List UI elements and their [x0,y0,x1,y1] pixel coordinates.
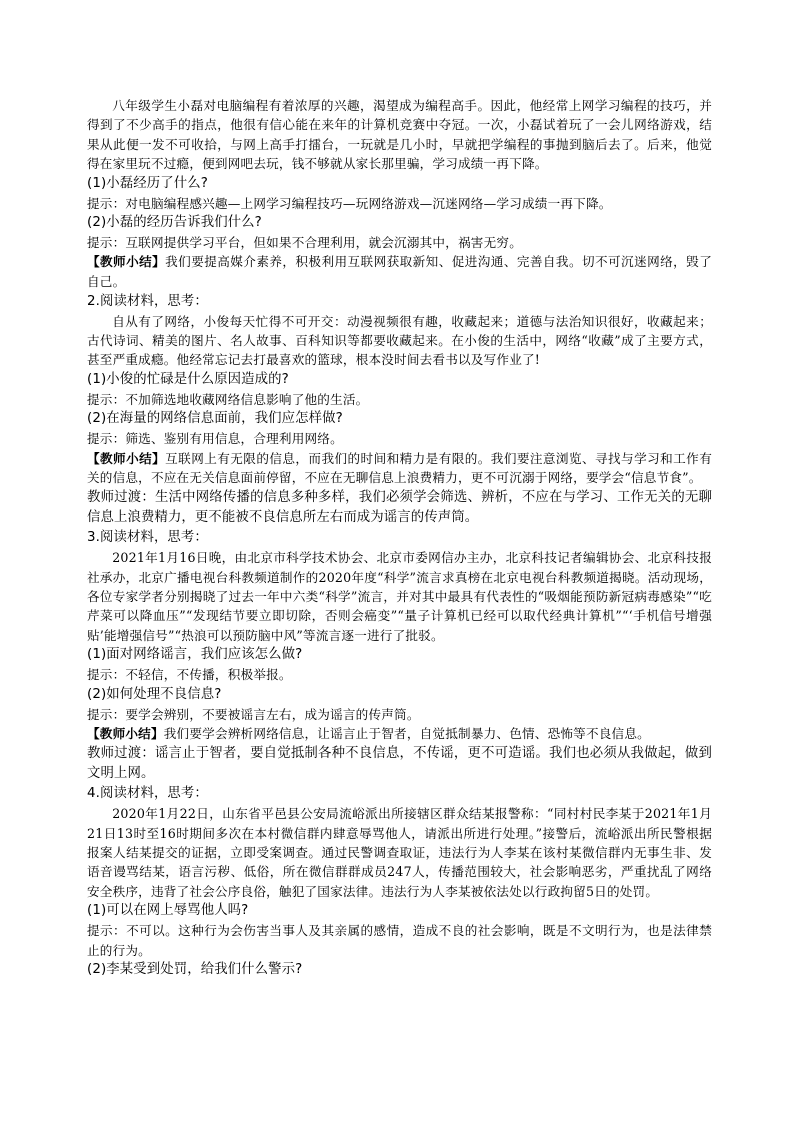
story-wechat-insult: 2020年1月22日，山东省平邑县公安局流峪派出所接辖区群众结某报警称：“同村村民李某于2021年1月21日13时至16时期间多次在本村微信群内肆意辱骂他人，请派出所进行处理。”接警后，流峪派出所民警根据报案人结某提交的证据，立即受案调查。通过民警调查取证，违法行为人李某在该村某微信群内无事生非、发语音谩骂结某，语言污秽、低俗，所在微信群群成员247人，传播范围较大，社会影响恶劣，严重扰乱了网络安全秩序，违背了社会公序良俗，触犯了国家法律。违法行为人李某被依法处以行政拘留5日的处罚。 [87,806,712,899]
teacher-summary-1 [87,252,712,291]
question-2-1: (1)小俊的忙碌是什么原因造成的? [87,371,289,387]
hint-1-1: 提示：对电脑编程感兴趣—上网学习编程技巧—玩网络游戏—沉迷网络—学习成绩一再下降。 [87,195,612,211]
question-3-2: (2)如何处理不良信息? [87,686,222,702]
teacher-transition-3: 教师过渡：谣言止于智者，要自觉抵制各种不良信息，不传谣，更不可造谣。我们也必须从我做起，做到文明上网。 [87,745,712,781]
story-xiaolei: 八年级学生小磊对电脑编程有着浓厚的兴趣，渴望成为编程高手。因此，他经常上网学习编程的技巧，并得到了不少高手的指点，他很有信心能在来年的计算机竞赛中夺冠。一次，小磊试着玩了一会儿网络游戏，结果从此便一发不可收拾，与网上高手打擂台，一玩就是几小时，早就把学编程的事抛到脑后去了。后来，他觉得在家里玩不过瘾，便到网吧去玩，钱不够就从家长那里骗，学习成绩一再下降。 [87,98,712,172]
teacher-summary-text: 我们要提高媒介素养，积极利用互联网获取新知、促进沟通、完善自我。切不可沉迷网络，毁了自己。 [87,254,712,290]
hint-1-2: 提示：互联网提供学习平台，但如果不合理利用，就会沉溺其中，祸害无穷。 [87,235,522,251]
question-3-1: (1)面对网络谣言，我们应该怎么做? [87,647,303,663]
story-xiaojun: 自从有了网络，小俊每天忙得不可开交：动漫视频很有趣，收藏起来；道德与法治知识很好，收藏起来；古代诗词、精美的图片、名人故事、百科知识等都要收藏起来。在小俊的生活中，网络“收藏”成了主要方式，甚至严重成瘾。他经常忘记去打最喜欢的篮球，根本没时间去看书以及写作业了! [87,313,712,368]
hint-3-2: 提示：要学会辨别，不要被谣言左右，成为谣言的传声筒。 [87,706,420,722]
question-4-2: (2)李某受到处罚，给我们什么警示? [87,961,303,977]
teacher-summary-tag: 【教师小结】 [87,450,166,466]
question-4-1: (1)可以在网上辱骂他人吗? [87,903,249,919]
teacher-transition-2: 教师过渡：生活中网络传播的信息多种多样，我们必须学会筛选、辨析，不应在与学习、工作无关的无聊信息上浪费精力，更不能被不良信息所左右而成为谣言的传声筒。 [87,489,712,526]
section-heading-3: 3.阅读材料，思考： [87,530,208,546]
story-science-rumors: 2021年1月16日晚，由北京市科学技术协会、北京市委网信办主办，北京科技记者编辑协会、北京科技报社承办，北京广播电视台科教频道制作的2020年度“科学”流言求真榜在北京电视台科教频道揭晓。活动现场，各位专家学者分别揭晓了过去一年中六类“科学”流言，并对其中最具有代表性的“吸烟能预防新冠病毒感染”“吃芹菜可以降血压”“发现结节要立即切除，否则会癌变”“量子计算机已经可以取代经典计算机”“‘手机信号增强贴’能增强信号”“热浪可以预防脑中风”等流言逐一进行了批驳。 [87,550,712,643]
teacher-summary-text: 互联网上有无限的信息，而我们的时间和精力是有限的。我们要注意浏览、寻找与学习和工作有关的信息，不应在无关信息面前停留，不应在无聊信息上浪费精力，更不可沉溺于网络，要学会“信息节食”。 [87,450,712,486]
document-page [87,96,712,980]
question-1-1: (1)小磊经历了什么? [87,175,208,191]
teacher-summary-2 [87,449,712,488]
question-1-2: (2)小磊的经历告诉我们什么? [87,215,262,231]
section-heading-2: 2.阅读材料，思考： [87,293,208,309]
section-heading-4: 4.阅读材料，思考： [87,786,208,802]
question-2-2: (2)在海量的网络信息面前，我们应怎样做? [87,411,343,427]
hint-4-1: 提示：不可以。这种行为会伤害当事人及其亲属的感情，造成不良的社会影响，既是不文明行为，也是法律禁止的行为。 [87,923,712,958]
teacher-summary-text: 我们要学会辨析网络信息，让谣言止于智者，自觉抵制暴力、色情、恐怖等不良信息。 [163,726,650,742]
teacher-summary-3 [87,724,712,744]
hint-2-2: 提示：筛选、鉴别有用信息，合理利用网络。 [87,431,343,447]
hint-3-1: 提示：不轻信，不传播，积极举报。 [87,667,292,683]
teacher-summary-tag: 【教师小结】 [87,726,164,742]
hint-2-1: 提示：不加筛选地收藏网络信息影响了他的生活。 [87,391,369,407]
teacher-summary-tag: 【教师小结】 [87,254,166,270]
